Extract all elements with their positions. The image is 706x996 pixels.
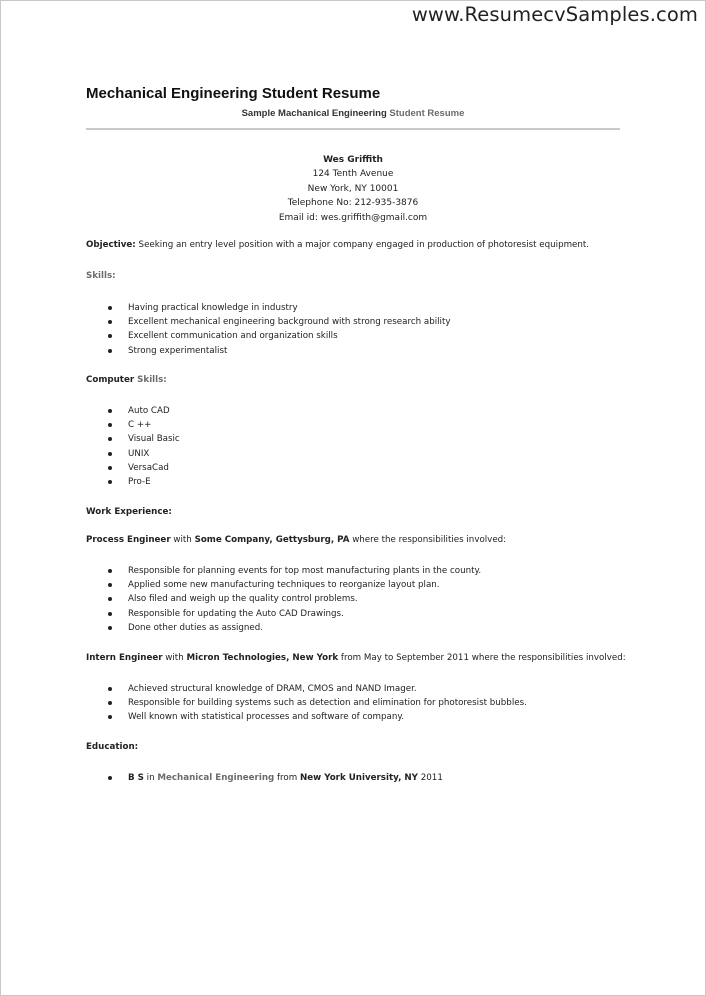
email-line: Email id: wes.griffith@gmail.com: [278, 212, 428, 223]
work-experience-heading: Work Experience:: [86, 507, 172, 517]
job2-with: with: [162, 653, 187, 663]
objective-label: Objective:: [86, 240, 136, 250]
education-field: Mechanical Engineering: [157, 773, 275, 783]
list-item: Excellent mechanical engineering background with strong research ability: [128, 315, 451, 329]
job1-with: with: [170, 535, 195, 545]
education-item: [128, 771, 443, 785]
job2-company: Micron Technologies, New York: [186, 653, 339, 663]
list-item: Responsible for planning events for top most manufacturing plants in the county.: [128, 564, 481, 578]
job2-responsibilities-list: [128, 682, 527, 725]
phone-line: Telephone No: 212-935-3876: [287, 198, 419, 209]
list-item: Responsible for updating the Auto CAD Drawings.: [128, 607, 481, 621]
list-item: Strong experimentalist: [128, 344, 451, 358]
list-item: Also filed and weigh up the quality control problems.: [128, 592, 481, 606]
list-item: UNIX: [128, 447, 180, 461]
address-line-2: New York, NY 10001: [307, 183, 399, 194]
job2-role: Intern Engineer: [86, 653, 163, 663]
objective-text: Seeking an entry level position with a major company engaged in production of photoresist equipment.: [135, 240, 590, 250]
list-item: Well known with statistical processes and software of company.: [128, 710, 527, 724]
job2-title-line: [86, 653, 626, 663]
computer-skills-heading-part1: Computer: [86, 375, 135, 385]
title-divider: [86, 128, 620, 130]
address-line-1: 124 Tenth Avenue: [312, 169, 394, 180]
skills-list: [128, 301, 451, 358]
job2-responsibilities-intro: from May to September 2011 where the responsibilities involved:: [338, 653, 626, 663]
document-subtitle: [0, 108, 706, 119]
list-item: Having practical knowledge in industry: [128, 301, 451, 315]
candidate-name: Wes Griffith: [323, 155, 383, 165]
objective-line: [86, 240, 589, 250]
list-item: Achieved structural knowledge of DRAM, CMOS and NAND Imager.: [128, 682, 527, 696]
list-item: Auto CAD: [128, 404, 180, 418]
subtitle-part1: Sample Machanical Engineering: [241, 108, 387, 119]
computer-skills-heading-part2: Skills:: [134, 375, 167, 385]
list-item: C ++: [128, 418, 180, 432]
watermark-url: www.ResumecvSamples.com: [411, 3, 698, 26]
job1-title-line: [86, 535, 506, 545]
education-school: New York University, NY: [299, 773, 418, 783]
list-item: Pro-E: [128, 475, 180, 489]
education-list: [128, 771, 443, 785]
subtitle-part2: Student Resume: [389, 108, 465, 119]
education-from: from: [274, 773, 300, 783]
degree: B S: [128, 773, 144, 783]
computer-skills-heading: [86, 375, 167, 385]
education-year: 2011: [417, 773, 443, 783]
list-item: VersaCad: [128, 461, 180, 475]
job1-responsibilities-intro: where the responsibilities involved:: [349, 535, 507, 545]
skills-heading: Skills:: [86, 271, 116, 281]
job1-role: Process Engineer: [86, 535, 171, 545]
education-heading: Education:: [86, 742, 139, 752]
document-title: Mechanical Engineering Student Resume: [86, 85, 381, 102]
list-item: Excellent communication and organization skills: [128, 329, 451, 343]
job1-responsibilities-list: [128, 564, 481, 635]
job1-company: Some Company, Gettysburg, PA: [194, 535, 350, 545]
list-item: Applied some new manufacturing techniques to reorganize layout plan.: [128, 578, 481, 592]
list-item: Done other duties as assigned.: [128, 621, 481, 635]
list-item: Responsible for building systems such as detection and elimination for photoresist bubbles.: [128, 696, 527, 710]
education-in: in: [143, 773, 158, 783]
contact-block: [0, 153, 706, 225]
list-item: Visual Basic: [128, 432, 180, 446]
computer-skills-list: [128, 404, 180, 489]
